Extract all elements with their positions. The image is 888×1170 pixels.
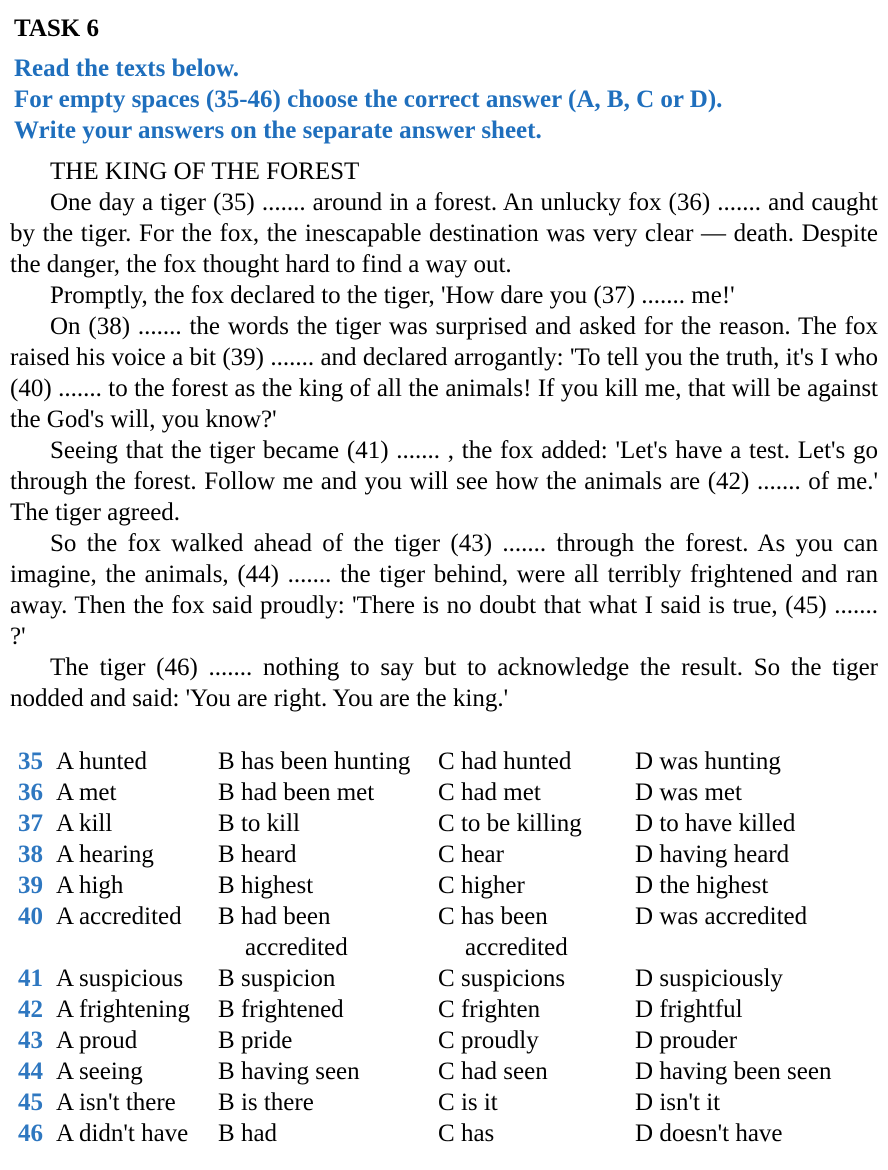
option-letter: A xyxy=(56,996,73,1023)
passage-paragraphs xyxy=(10,187,878,714)
option-text: to kill xyxy=(240,810,300,837)
option-A xyxy=(56,1025,218,1056)
option-letter: D xyxy=(635,779,654,806)
question-row-44 xyxy=(18,1056,888,1087)
option-B xyxy=(218,1025,438,1056)
option-text: hearing xyxy=(78,841,154,868)
instruction-line-1: Read the texts below. xyxy=(14,55,239,82)
option-C xyxy=(438,1087,635,1118)
answer-options-table xyxy=(18,746,888,1149)
question-row-38 xyxy=(18,839,888,870)
option-letter: A xyxy=(56,779,73,806)
option-text: proudly xyxy=(460,1027,539,1054)
option-text: suspiciously xyxy=(659,965,783,992)
option-letter: B xyxy=(218,1120,235,1147)
option-D xyxy=(635,901,885,932)
option-D xyxy=(635,1025,885,1056)
option-letter: C xyxy=(438,1089,455,1116)
option-text: had met xyxy=(460,779,541,806)
question-number: 46 xyxy=(18,1120,43,1147)
option-B xyxy=(218,1118,438,1149)
option-letter: B xyxy=(218,965,235,992)
option-text: having heard xyxy=(659,841,790,868)
option-text: higher xyxy=(460,872,525,899)
instructions-block xyxy=(14,53,888,146)
option-text: accredited xyxy=(78,903,182,930)
option-D xyxy=(635,1087,885,1118)
option-letter: D xyxy=(635,1058,654,1085)
option-letter: B xyxy=(218,1027,235,1054)
option-text: high xyxy=(78,872,124,899)
option-letter: C xyxy=(438,810,455,837)
option-text: had xyxy=(240,1120,278,1147)
option-letter: A xyxy=(56,1058,73,1085)
passage-paragraph-2: Promptly, the fox declared to the tiger, 'How dare you (37) ....... me!' xyxy=(50,282,735,309)
option-A xyxy=(56,1118,218,1149)
option-letter: D xyxy=(635,872,654,899)
option-text: has xyxy=(460,1120,495,1147)
option-B xyxy=(218,870,438,901)
option-letter: B xyxy=(218,748,235,775)
passage-paragraph-4: Seeing that the tiger became (41) ....... , the fox added: 'Let's have a test. Let's go through the forest. Follow me and you will see how the animals are (42) ....... of me.' The tiger agreed. xyxy=(10,437,878,526)
instruction-line-3: Write your answers on the separate answer sheet. xyxy=(14,117,542,144)
option-C xyxy=(438,746,635,777)
option-text: had seen xyxy=(460,1058,548,1085)
option-A xyxy=(56,839,218,870)
option-text: hunted xyxy=(78,748,147,775)
option-text: frighten xyxy=(460,996,541,1023)
task-title: TASK 6 xyxy=(14,15,99,42)
option-text: heard xyxy=(240,841,297,868)
option-letter: B xyxy=(218,996,235,1023)
question-row-42 xyxy=(18,994,888,1025)
question-number: 42 xyxy=(18,996,43,1023)
option-letter: C xyxy=(438,872,455,899)
option-B xyxy=(218,1056,438,1087)
option-letter: B xyxy=(218,1089,235,1116)
option-text: isn't it xyxy=(659,1089,721,1116)
option-C xyxy=(438,1118,635,1149)
option-letter: B xyxy=(218,841,235,868)
option-text: doesn't have xyxy=(659,1120,783,1147)
question-number: 39 xyxy=(18,872,43,899)
option-C xyxy=(438,1025,635,1056)
instruction-line-2: For empty spaces (35-46) choose the correct answer (A, B, C or D). xyxy=(14,86,723,113)
option-D xyxy=(635,746,885,777)
option-A xyxy=(56,1087,218,1118)
question-number: 37 xyxy=(18,810,43,837)
option-B xyxy=(218,808,438,839)
option-D xyxy=(635,963,885,994)
option-letter: A xyxy=(56,810,73,837)
option-letter: D xyxy=(635,996,654,1023)
question-number: 35 xyxy=(18,748,43,775)
option-A xyxy=(56,963,218,994)
option-A xyxy=(56,870,218,901)
option-text: kill xyxy=(78,810,113,837)
option-text: has been hunting xyxy=(240,748,411,775)
option-letter: B xyxy=(218,872,235,899)
option-letter: C xyxy=(438,903,455,930)
option-text: suspicions xyxy=(460,965,566,992)
option-C xyxy=(438,1056,635,1087)
option-A xyxy=(56,901,218,932)
passage-title: THE KING OF THE FOREST xyxy=(50,158,360,185)
option-C xyxy=(438,870,635,901)
option-text: to be killing xyxy=(460,810,582,837)
option-letter: B xyxy=(218,1058,235,1085)
option-letter: C xyxy=(438,748,455,775)
option-letter: D xyxy=(635,1027,654,1054)
option-B xyxy=(218,901,438,963)
option-letter: D xyxy=(635,1089,654,1116)
option-text: had been met xyxy=(240,779,375,806)
option-letter: C xyxy=(438,1027,455,1054)
option-B xyxy=(218,777,438,808)
option-B xyxy=(218,839,438,870)
option-A xyxy=(56,1056,218,1087)
option-letter: D xyxy=(635,903,654,930)
question-row-35 xyxy=(18,746,888,777)
option-letter: C xyxy=(438,965,455,992)
passage-paragraph-6: The tiger (46) ....... nothing to say but to acknowledge the result. So the tiger nodded and said: 'You are right. You are the king.' xyxy=(10,654,878,712)
option-letter: C xyxy=(438,1120,455,1147)
question-row-39 xyxy=(18,870,888,901)
option-text: having seen xyxy=(240,1058,360,1085)
option-text: the highest xyxy=(659,872,769,899)
option-A xyxy=(56,808,218,839)
option-text: had been accredited xyxy=(240,903,348,961)
option-C xyxy=(438,963,635,994)
passage-paragraph-3: On (38) ....... the words the tiger was surprised and asked for the reason. The fox raised his voice a bit (39) ....... and declared arrogantly: 'To tell you the truth, it's I who (40) ....... to the forest as the king of all the animals! If you kill me, that will be against the God's will, you know?' xyxy=(10,313,878,433)
question-number: 45 xyxy=(18,1089,43,1116)
option-letter: B xyxy=(218,779,235,806)
question-number: 40 xyxy=(18,903,43,930)
question-row-45 xyxy=(18,1087,888,1118)
option-text: met xyxy=(78,779,117,806)
option-A xyxy=(56,994,218,1025)
option-text: had hunted xyxy=(460,748,572,775)
option-D xyxy=(635,1056,885,1087)
option-letter: A xyxy=(56,903,73,930)
question-row-36 xyxy=(18,777,888,808)
option-D xyxy=(635,808,885,839)
option-letter: D xyxy=(635,965,654,992)
question-number: 38 xyxy=(18,841,43,868)
option-letter: A xyxy=(56,1089,73,1116)
option-text: pride xyxy=(240,1027,293,1054)
option-C xyxy=(438,994,635,1025)
option-letter: A xyxy=(56,1027,73,1054)
option-letter: A xyxy=(56,965,73,992)
option-text: didn't have xyxy=(78,1120,189,1147)
option-text: was hunting xyxy=(659,748,781,775)
option-letter: C xyxy=(438,841,455,868)
option-text: hear xyxy=(460,841,504,868)
option-text: frightful xyxy=(659,996,743,1023)
option-letter: A xyxy=(56,841,73,868)
option-text: isn't there xyxy=(78,1089,176,1116)
passage-paragraph-5: So the fox walked ahead of the tiger (43) ....... through the forest. As you can imagine, the animals, (44) ....... the tiger behind, were all terribly frightened and ran away. Then the fox said proudly: 'There is no doubt that what I said is true, (45) ....... ?' xyxy=(10,530,878,650)
option-D xyxy=(635,1118,885,1149)
option-B xyxy=(218,746,438,777)
option-text: frightened xyxy=(240,996,344,1023)
option-text: having been seen xyxy=(659,1058,832,1085)
option-text: suspicious xyxy=(78,965,184,992)
option-text: is there xyxy=(240,1089,314,1116)
option-D xyxy=(635,870,885,901)
option-C xyxy=(438,777,635,808)
option-letter: D xyxy=(635,810,654,837)
option-D xyxy=(635,777,885,808)
option-text: seeing xyxy=(78,1058,143,1085)
option-A xyxy=(56,777,218,808)
option-letter: A xyxy=(56,1120,73,1147)
option-text: suspicion xyxy=(240,965,336,992)
question-number: 36 xyxy=(18,779,43,806)
option-letter: D xyxy=(635,841,654,868)
option-text: has been accredited xyxy=(460,903,568,961)
option-text: prouder xyxy=(659,1027,738,1054)
option-letter: C xyxy=(438,779,455,806)
question-row-43 xyxy=(18,1025,888,1056)
question-row-41 xyxy=(18,963,888,994)
option-C xyxy=(438,901,635,963)
option-C xyxy=(438,808,635,839)
option-A xyxy=(56,746,218,777)
option-B xyxy=(218,1087,438,1118)
option-letter: A xyxy=(56,872,73,899)
option-text: to have killed xyxy=(659,810,796,837)
passage-paragraph-1: One day a tiger (35) ....... around in a forest. An unlucky fox (36) ....... and caught by the tiger. For the fox, the inescapable destination was very clear — death. Despite the danger, the fox thought hard to find a way out. xyxy=(10,189,878,278)
reading-passage xyxy=(10,156,878,714)
option-D xyxy=(635,994,885,1025)
option-letter: C xyxy=(438,1058,455,1085)
option-letter: A xyxy=(56,748,73,775)
question-number: 43 xyxy=(18,1027,43,1054)
question-row-37 xyxy=(18,808,888,839)
option-text: was met xyxy=(659,779,742,806)
option-letter: B xyxy=(218,810,235,837)
option-text: highest xyxy=(240,872,314,899)
question-row-46 xyxy=(18,1118,888,1149)
option-letter: D xyxy=(635,748,654,775)
option-text: is it xyxy=(460,1089,498,1116)
option-D xyxy=(635,839,885,870)
option-B xyxy=(218,994,438,1025)
option-B xyxy=(218,963,438,994)
option-text: frightening xyxy=(78,996,191,1023)
question-number: 44 xyxy=(18,1058,43,1085)
option-C xyxy=(438,839,635,870)
option-text: proud xyxy=(78,1027,138,1054)
question-number: 41 xyxy=(18,965,43,992)
option-letter: D xyxy=(635,1120,654,1147)
question-row-40 xyxy=(18,901,888,963)
option-letter: B xyxy=(218,903,235,930)
option-text: was accredited xyxy=(659,903,808,930)
option-letter: C xyxy=(438,996,455,1023)
